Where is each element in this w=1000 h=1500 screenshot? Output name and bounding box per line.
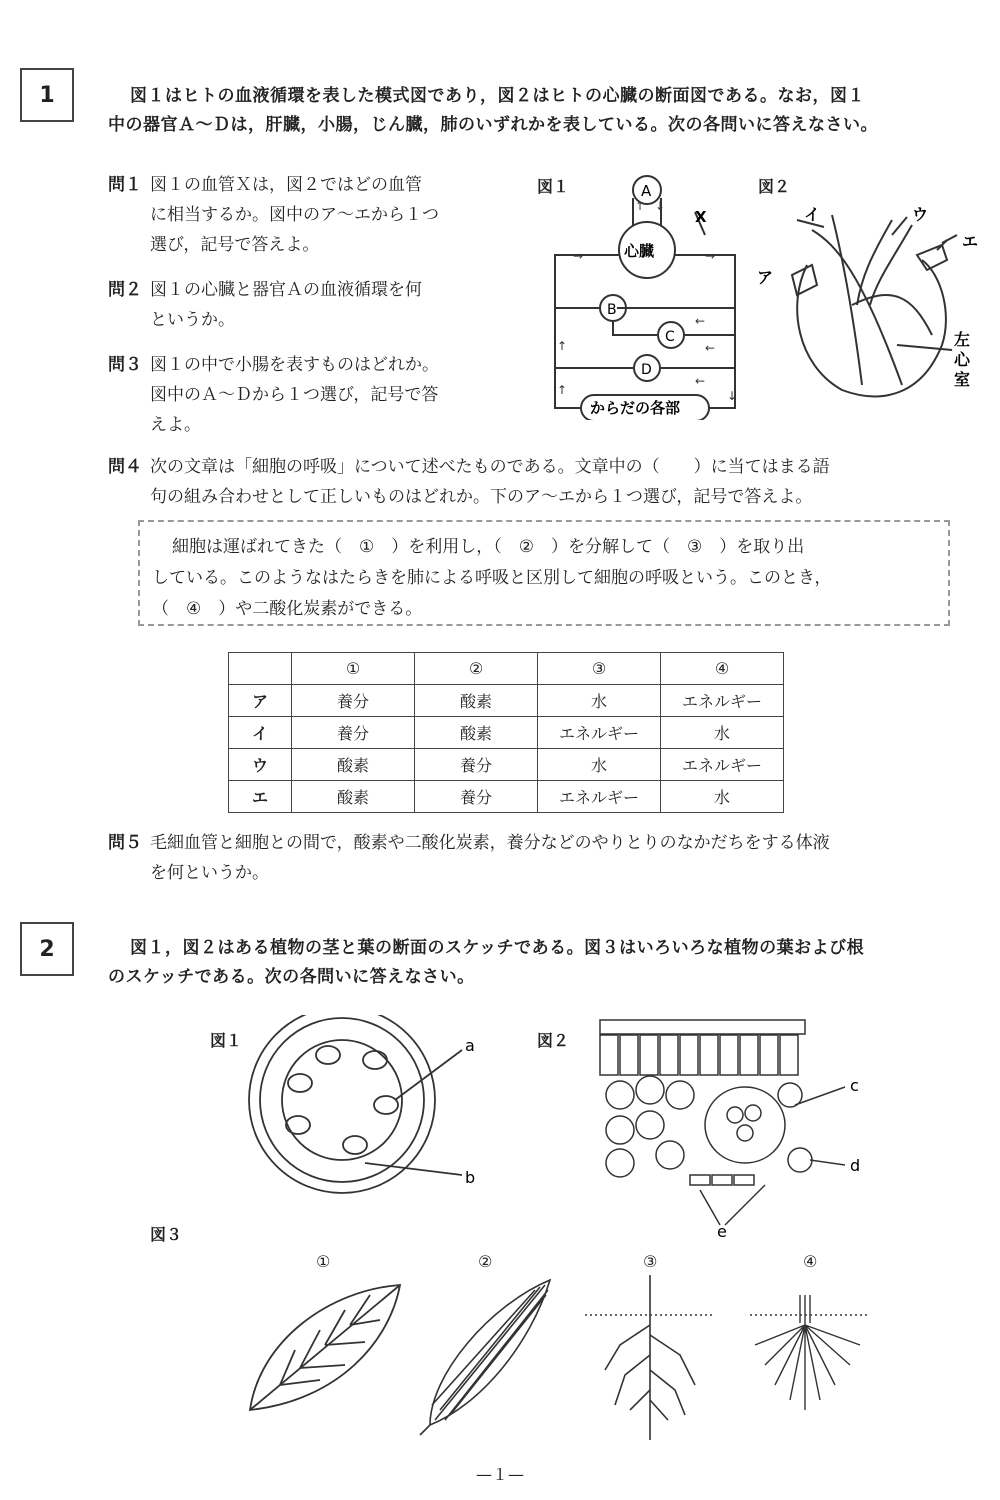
table-cell: 酸素 xyxy=(415,685,538,717)
label-e: e xyxy=(717,1222,727,1241)
label-a: ア xyxy=(757,268,774,287)
question-1 xyxy=(108,170,528,260)
label-c: c xyxy=(850,1076,859,1095)
intro-line: 図１はヒトの血液循環を表した模式図であり，図２はヒトの心臓の断面図である。なお，図１ xyxy=(130,86,865,106)
table-row xyxy=(229,685,784,717)
section1-intro xyxy=(108,82,988,140)
fig3-label: 図３ xyxy=(150,1225,183,1244)
svg-text:↑: ↑ xyxy=(557,339,568,353)
table-cell: 養分 xyxy=(415,781,538,813)
label-d: d xyxy=(850,1156,861,1175)
table-cell: エネルギー xyxy=(661,749,784,781)
question-text: えよ。 xyxy=(150,415,201,435)
table-row xyxy=(229,781,784,813)
question-text: 次の文章は「細胞の呼吸」について述べたものである。文章中の（ ）に当てはまる語 xyxy=(150,457,830,477)
label-i: イ xyxy=(804,205,821,224)
question-label: 問１ xyxy=(108,175,142,195)
stem-cross-section xyxy=(240,1015,490,1195)
net-veined-leaf-icon xyxy=(240,1280,410,1430)
table-header: ② xyxy=(415,653,538,685)
heart-label: 心臓 xyxy=(624,242,655,260)
question-text: 図１の心臓と器官Ａの血液循環を何 xyxy=(150,280,422,300)
question-label: 問２ xyxy=(108,280,142,300)
table-header: ③ xyxy=(538,653,661,685)
intro-line: 図１，図２はある植物の茎と葉の断面のスケッチである。図３はいろいろな植物の葉および根 xyxy=(130,938,865,958)
table-cell: エネルギー xyxy=(661,685,784,717)
svg-text:↓: ↓ xyxy=(727,389,738,403)
question-text: 図１の中で小腸を表すものはどれか。 xyxy=(150,355,439,375)
table-cell: 酸素 xyxy=(415,717,538,749)
sketch-2-number: ② xyxy=(478,1252,493,1271)
section-number-2: 2 xyxy=(20,922,74,976)
table-cell: イ xyxy=(229,717,292,749)
intro-line: 中の器官Ａ～Ｄは，肝臓，小腸，じん臓，肺のいずれかを表している。次の各問いに答えなさい。 xyxy=(108,115,878,135)
table-cell: エネルギー xyxy=(538,717,661,749)
question-4 xyxy=(108,452,988,512)
answer-table xyxy=(228,652,784,813)
question-3 xyxy=(108,350,528,440)
table-header xyxy=(229,653,292,685)
circulation-diagram xyxy=(545,170,745,420)
sketch-4-number: ④ xyxy=(803,1252,818,1271)
table-cell: エネルギー xyxy=(538,781,661,813)
question-text: 図１の血管Ｘは，図２ではどの血管 xyxy=(150,175,422,195)
svg-text:↑: ↑ xyxy=(557,383,568,397)
leaf-cross-section xyxy=(595,1015,885,1245)
table-cell: 養分 xyxy=(292,685,415,717)
body-parts-label: からだの各部 xyxy=(590,399,681,417)
organ-b-label: B xyxy=(607,302,617,318)
table-header: ④ xyxy=(661,653,784,685)
table-cell: 酸素 xyxy=(292,749,415,781)
question-text: を何というか。 xyxy=(150,863,269,883)
svg-text:↓: ↓ xyxy=(655,199,666,213)
label-left-ventricle-3: 室 xyxy=(954,370,971,389)
organ-a-label: A xyxy=(641,182,652,200)
passage-line: （ ④ ）や二酸化炭素ができる。 xyxy=(152,599,423,619)
svg-text:↑: ↑ xyxy=(635,199,646,213)
passage-box xyxy=(138,520,950,626)
table-cell: 水 xyxy=(661,781,784,813)
label-left-ventricle-2: 心 xyxy=(954,350,971,369)
svg-text:←: ← xyxy=(695,374,706,388)
label-e: エ xyxy=(962,232,979,251)
table-row xyxy=(229,749,784,781)
table-cell: 水 xyxy=(538,749,661,781)
vessel-x-label: X xyxy=(695,208,707,226)
label-b: b xyxy=(465,1168,476,1187)
question-5 xyxy=(108,828,988,888)
table-cell: 水 xyxy=(661,717,784,749)
intro-line: のスケッチである。次の各問いに答えなさい。 xyxy=(108,967,475,987)
taproot-icon xyxy=(580,1275,720,1445)
question-text: 図中のＡ～Ｄから１つ選び，記号で答 xyxy=(150,385,439,405)
question-text: 選び，記号で答えよ。 xyxy=(150,235,320,255)
svg-text:←: ← xyxy=(705,341,716,355)
label-a: a xyxy=(465,1036,475,1055)
table-header: ① xyxy=(292,653,415,685)
stem-fig-label: 図１ xyxy=(210,1031,243,1050)
svg-text:→: → xyxy=(573,249,584,263)
parallel-veined-leaf-icon xyxy=(410,1275,560,1440)
question-label: 問４ xyxy=(108,457,142,477)
fibrous-root-icon xyxy=(745,1275,875,1425)
question-text: というか。 xyxy=(150,310,235,330)
organ-d-label: D xyxy=(641,362,652,378)
question-2 xyxy=(108,275,528,335)
table-cell: 水 xyxy=(538,685,661,717)
table-header-row xyxy=(229,653,784,685)
table-cell: 養分 xyxy=(292,717,415,749)
fig2-label: 図２ xyxy=(758,177,791,196)
table-cell: ア xyxy=(229,685,292,717)
heart-diagram xyxy=(752,195,982,410)
table-cell: 養分 xyxy=(415,749,538,781)
page-number: —１— xyxy=(475,1465,524,1484)
table-cell: ウ xyxy=(229,749,292,781)
section-number-1: 1 xyxy=(20,68,74,122)
question-text: 毛細血管と細胞との間で，酸素や二酸化炭素，養分などのやりとりのなかだちをする体液 xyxy=(150,833,830,853)
sketch-3-number: ③ xyxy=(643,1252,658,1271)
question-label: 問５ xyxy=(108,833,142,853)
passage-line: している。このようなはたらきを肺による呼吸と区別して細胞の呼吸という。このとき， xyxy=(152,568,832,588)
question-text: に相当するか。図中のア～エから１つ xyxy=(150,205,439,225)
svg-text:←: ← xyxy=(695,314,706,328)
question-text: 句の組み合わせとして正しいものはどれか。下のア～エから１つ選び，記号で答えよ。 xyxy=(150,487,813,507)
sketch-1-number: ① xyxy=(316,1252,331,1271)
leaf-fig-label: 図２ xyxy=(537,1031,570,1050)
table-cell: エ xyxy=(229,781,292,813)
svg-text:→: → xyxy=(705,249,716,263)
organ-c-label: C xyxy=(665,329,675,345)
table-cell: 酸素 xyxy=(292,781,415,813)
label-left-ventricle-1: 左 xyxy=(954,330,971,349)
table-row xyxy=(229,717,784,749)
fig1-label: 図１ xyxy=(537,177,570,196)
section2-intro xyxy=(108,934,988,992)
passage-line: 細胞は運ばれてきた（ ① ）を利用し，（ ② ）を分解して（ ③ ）を取り出 xyxy=(172,537,805,557)
label-u: ウ xyxy=(912,205,929,224)
question-label: 問３ xyxy=(108,355,142,375)
